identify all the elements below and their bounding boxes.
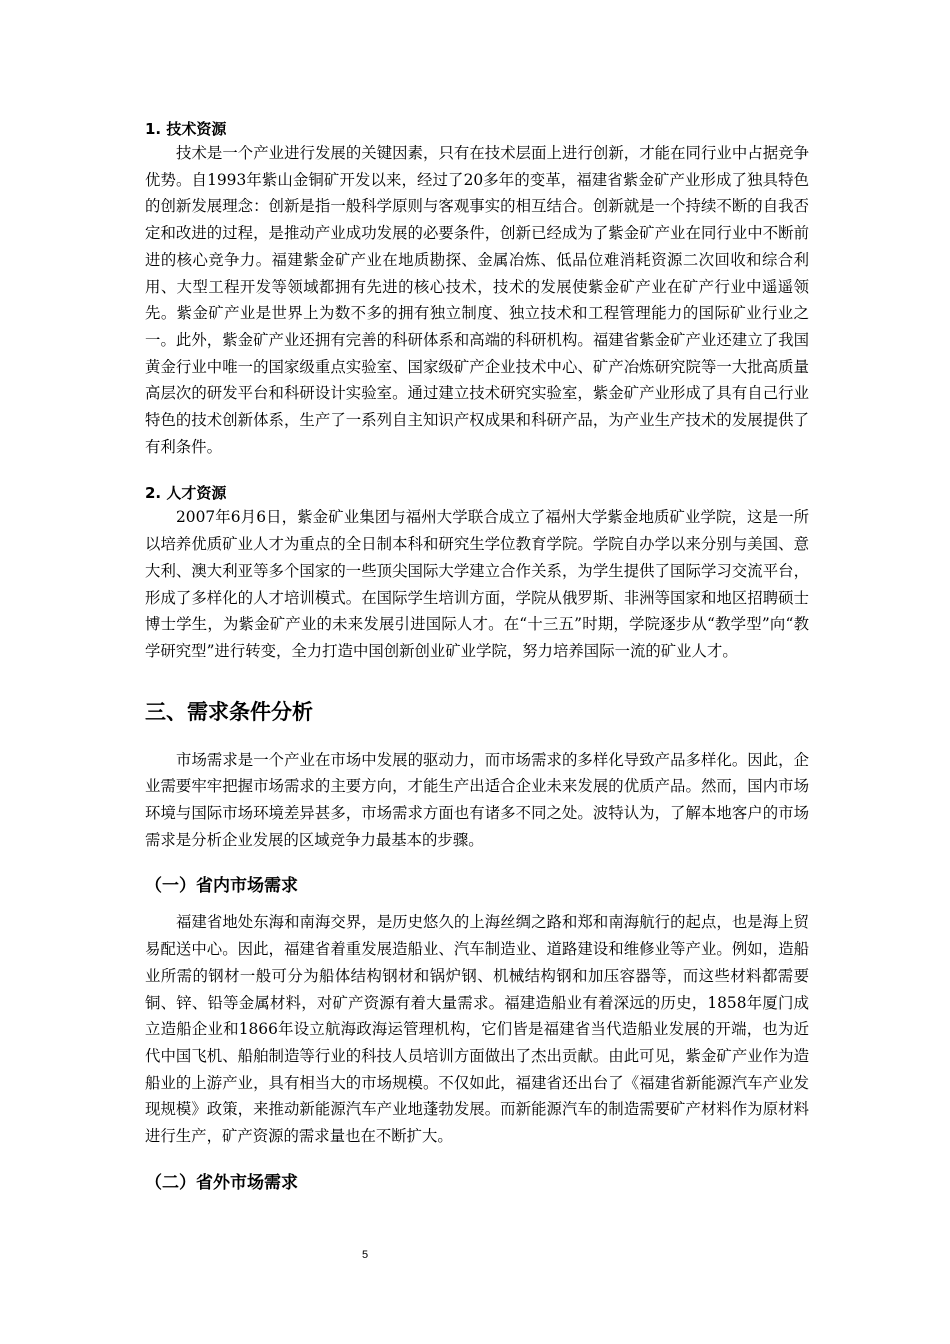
page-content (145, 118, 809, 1196)
section-heading-talent-resources: 2. 人才资源 (145, 484, 227, 503)
paragraph-demand-intro: 市场需求是一个产业在市场中发展的驱动力，而市场需求的多样化导致产品多样化。因此，企业需要牢牢把握市场需求的主要方向，才能生产出适合企业未来发展的优质产品。然而，国内市场环境与国际市场环境差异甚多，市场需求方面也有诸多不同之处。波特认为，了解本地客户的市场需求是分析企业发展的区域竞争力最基本的步骤。 (145, 750, 809, 849)
subsection-heading-provincial-demand: （一）省内市场需求 (145, 876, 298, 897)
paragraph-tech-resources: 技术是一个产业进行发展的关键因素，只有在技术层面上进行创新，才能在同行业中占据竞争优势。自1993年紫山金铜矿开发以来，经过了20多年的变革，福建省紫金矿产业形成了独具特色的创新发展理念：创新是指一般科学原则与客观事实的相互结合。创新就是一个持续不断的自我否定和改进的过程，是推动产业成功发展的必要条件，创新已经成为了紫金矿产业在同行业中不断前进的核心竞争力。福建紫金矿产业在地质勘探、金属冶炼、低品位难消耗资源二次回收和综合利用、大型工程开发等领域都拥有先进的核心技术，技术的发展使紫金矿产业在矿产行业中遥遥领先。紫金矿产业是世界上为数不多的拥有独立制度、独立技术和工程管理能力的国际矿业行业之一。此外，紫金矿产业还拥有完善的科研体系和高端的科研机构。福建省紫金矿产业还建立了我国黄金行业中唯一的国家级重点实验室、国家级矿产企业技术中心、矿产冶炼研究院等一大批高质量高层次的研发平台和科研设计实验室。通过建立技术研究实验室，紫金矿产业形成了具有自己行业特色的技术创新体系，生产了一系列自主知识产权成果和科研产品，为产业生产技术的发展提供了有利条件。 (145, 144, 809, 456)
section-heading-tech-resources: 1. 技术资源 (145, 120, 227, 138)
paragraph-talent-resources: 2007年6月6日，紫金矿业集团与福州大学联合成立了福州大学紫金地质矿业学院，这是一所以培养优质矿业人才为重点的全日制本科和研究生学位教育学院。学院自办学以来分别与美国、意大利、澳大利亚等多个国家的一些顶尖国际大学建立合作关系，为学生提供了国际学习交流平台，形成了多样化的人才培训模式。在国际学生培训方面，学院从俄罗斯、非洲等国家和地区招聘硕士博士学生，为紫金矿产业的未来发展引进国际人才。在“十三五”时期，学院逐步从“教学型”向“教学研究型”进行转变，全力打造中国创新创业矿业学院，努力培养国际一流的矿业人才。 (145, 508, 809, 660)
paragraph-provincial-demand: 福建省地处东海和南海交界，是历史悠久的上海丝绸之路和郑和南海航行的起点，也是海上贸易配送中心。因此，福建省着重发展造船业、汽车制造业、道路建设和维修业等产业。例如，造船业所需的钢材一般可分为船体结构钢材和锅炉钢、机械结构钢和加压容器等，而这些材料都需要铜、锌、铅等金属材料，对矿产资源有着大量需求。福建造船业有着深远的历史，1858年厦门成立造船企业和1866年设立航海政海运管理机构，它们皆是福建省当代造船业发展的开端，也为近代中国飞机、船舶制造等行业的科技人员培训方面做出了杰出贡献。由此可见，紫金矿产业作为造船业的上游产业，具有相当大的市场规模。不仅如此，福建省还出台了《福建省新能源汽车产业发现规模》政策，来推动新能源汽车产业地蓬勃发展。而新能源汽车的制造需要矿产材料作为原材料进行生产，矿产资源的需求量也在不断扩大。 (145, 913, 809, 1146)
page-number: 5 (361, 1249, 369, 1261)
subsection-heading-external-demand: （二）省外市场需求 (145, 1172, 298, 1193)
chapter-heading-demand-analysis: 三、需求条件分析 (145, 699, 313, 724)
